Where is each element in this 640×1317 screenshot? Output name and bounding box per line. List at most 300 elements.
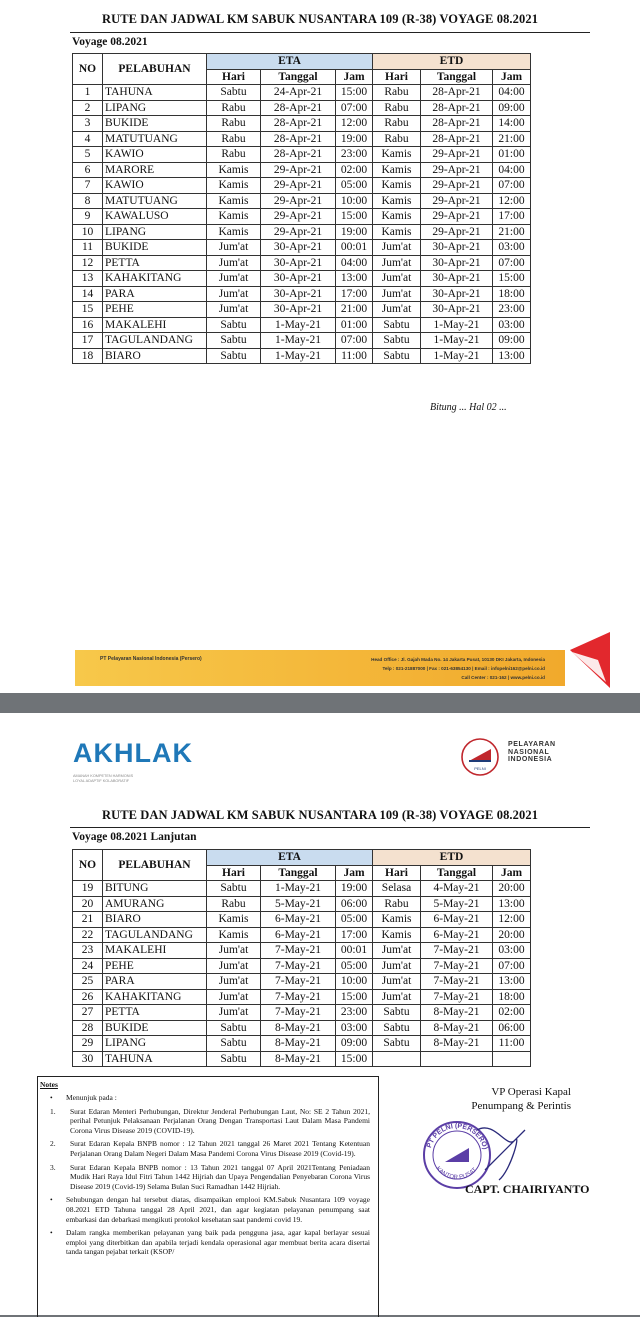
table-row bbox=[73, 317, 531, 333]
cell-eta-jam: 00:01 bbox=[336, 240, 373, 256]
cell-etd-jam: 23:00 bbox=[493, 302, 531, 318]
cell-etd-tanggal: 1-May-21 bbox=[421, 333, 493, 349]
cell-eta-hari: Sabtu bbox=[207, 881, 261, 897]
cell-eta-jam: 10:00 bbox=[336, 193, 373, 209]
cell-eta-hari: Sabtu bbox=[207, 348, 261, 364]
cell-etd-jam: 21:00 bbox=[493, 224, 531, 240]
cell-eta-hari: Rabu bbox=[207, 131, 261, 147]
cell-no: 13 bbox=[73, 271, 103, 287]
cell-no: 19 bbox=[73, 881, 103, 897]
cell-pelabuhan: KAWIO bbox=[103, 147, 207, 163]
cell-pelabuhan: BIARO bbox=[103, 348, 207, 364]
cell-etd-tanggal: 29-Apr-21 bbox=[421, 147, 493, 163]
cell-no: 3 bbox=[73, 116, 103, 132]
cell-eta-hari: Jum'at bbox=[207, 302, 261, 318]
cell-etd-hari: Jum'at bbox=[373, 989, 421, 1005]
table-row bbox=[73, 209, 531, 225]
cell-eta-hari: Kamis bbox=[207, 162, 261, 178]
cell-no: 8 bbox=[73, 193, 103, 209]
cell-etd-tanggal bbox=[421, 1051, 493, 1067]
cell-etd-hari: Jum'at bbox=[373, 286, 421, 302]
cell-pelabuhan: MAKALEHI bbox=[103, 943, 207, 959]
pelni-line-3: INDONESIA bbox=[508, 756, 553, 763]
cell-etd-jam: 07:00 bbox=[493, 958, 531, 974]
akhlak-tagline-1: AMANAH KOMPETEN HARMONIS bbox=[73, 774, 134, 778]
cell-etd-jam: 13:00 bbox=[493, 974, 531, 990]
title-divider bbox=[70, 32, 590, 33]
cell-eta-hari: Kamis bbox=[207, 927, 261, 943]
cell-etd-jam: 09:00 bbox=[493, 100, 531, 116]
cell-no: 4 bbox=[73, 131, 103, 147]
pelni-wordmark bbox=[508, 741, 556, 764]
cell-etd-tanggal: 6-May-21 bbox=[421, 912, 493, 928]
cell-etd-jam: 06:00 bbox=[493, 1020, 531, 1036]
cell-etd-hari: Sabtu bbox=[373, 317, 421, 333]
cell-eta-jam: 23:00 bbox=[336, 1005, 373, 1021]
cell-etd-tanggal: 28-Apr-21 bbox=[421, 131, 493, 147]
cell-no: 29 bbox=[73, 1036, 103, 1052]
notes-item-2: 2. Surat Edaran Kepala BNPB nomor : 12 Tahun 2021 tanggal 26 Maret 2021 Tentang Ketentuan Perjalanan Orang Dalam Negeri Dalam Masa Pandemi Corona Virus Disease 2019 (Covid-19). bbox=[50, 1139, 370, 1158]
header-no: NO bbox=[73, 54, 103, 85]
cell-etd-hari: Sabtu bbox=[373, 1005, 421, 1021]
notes-bullet-intro: • Menunjuk pada : bbox=[50, 1093, 117, 1102]
cell-no: 22 bbox=[73, 927, 103, 943]
cell-pelabuhan: BITUNG bbox=[103, 881, 207, 897]
notes-item-1: 1. Surat Edaran Menteri Perhubungan, Direktur Jenderal Perhubungan Laut, No: SE 2 Tahun 2021, perihal Petunjuk Pelaksanaan Perjalanan Orang Dengan Transportasi Laut Dalam Masa Pandemi Corona Virus Disease 2019 (COVID-19). bbox=[50, 1106, 370, 1135]
cell-etd-hari: Sabtu bbox=[373, 348, 421, 364]
table-row bbox=[73, 348, 531, 364]
table-row bbox=[73, 271, 531, 287]
cell-no: 5 bbox=[73, 147, 103, 163]
cell-eta-jam: 07:00 bbox=[336, 333, 373, 349]
cell-eta-jam: 19:00 bbox=[336, 881, 373, 897]
notes-bullet-2: • Sehubungan dengan hal tersebut diatas, disampaikan emplooi KM.Sabuk Nusantara 109 voyage 08.2021 ETD Tahuna tanggal 28 April 2021, dan agar kegiatan pelayanan penumpang saat embarkasi dan debarkasi mengikuti protokol kesehatan saat pandemi covid 19. bbox=[50, 1195, 370, 1224]
cell-etd-tanggal: 30-Apr-21 bbox=[421, 286, 493, 302]
cell-etd-hari: Kamis bbox=[373, 912, 421, 928]
cell-eta-tanggal: 6-May-21 bbox=[261, 912, 336, 928]
cell-eta-jam: 15:00 bbox=[336, 1051, 373, 1067]
cell-etd-tanggal: 7-May-21 bbox=[421, 974, 493, 990]
cell-pelabuhan: PEHE bbox=[103, 958, 207, 974]
cell-pelabuhan: TAHUNA bbox=[103, 85, 207, 101]
cell-no: 30 bbox=[73, 1051, 103, 1067]
table-row bbox=[73, 958, 531, 974]
cell-etd-jam: 14:00 bbox=[493, 116, 531, 132]
cell-etd-hari: Kamis bbox=[373, 193, 421, 209]
cell-eta-tanggal: 1-May-21 bbox=[261, 333, 336, 349]
cell-etd-jam: 20:00 bbox=[493, 927, 531, 943]
cell-eta-jam: 01:00 bbox=[336, 317, 373, 333]
cell-pelabuhan: LIPANG bbox=[103, 224, 207, 240]
cell-eta-jam: 09:00 bbox=[336, 1036, 373, 1052]
cell-eta-hari: Rabu bbox=[207, 147, 261, 163]
cell-eta-hari: Sabtu bbox=[207, 1051, 261, 1067]
table-row bbox=[73, 162, 531, 178]
cell-eta-hari: Kamis bbox=[207, 193, 261, 209]
cell-eta-tanggal: 7-May-21 bbox=[261, 943, 336, 959]
cell-etd-jam: 04:00 bbox=[493, 85, 531, 101]
cell-etd-hari: Kamis bbox=[373, 224, 421, 240]
cell-eta-jam: 21:00 bbox=[336, 302, 373, 318]
cell-no: 20 bbox=[73, 896, 103, 912]
cell-pelabuhan: LIPANG bbox=[103, 100, 207, 116]
cell-pelabuhan: PEHE bbox=[103, 302, 207, 318]
cell-etd-jam: 09:00 bbox=[493, 333, 531, 349]
cell-eta-tanggal: 1-May-21 bbox=[261, 881, 336, 897]
cell-pelabuhan: TAGULANDANG bbox=[103, 333, 207, 349]
table-row bbox=[73, 1020, 531, 1036]
header-eta-hari: Hari bbox=[207, 69, 261, 85]
cell-eta-tanggal: 29-Apr-21 bbox=[261, 193, 336, 209]
cell-etd-hari: Jum'at bbox=[373, 943, 421, 959]
table-row bbox=[73, 178, 531, 194]
cell-eta-tanggal: 7-May-21 bbox=[261, 989, 336, 1005]
cell-no: 1 bbox=[73, 85, 103, 101]
cell-etd-jam: 02:00 bbox=[493, 1005, 531, 1021]
page-title: RUTE DAN JADWAL KM SABUK NUSANTARA 109 (R-38) VOYAGE 08.2021 bbox=[101, 12, 539, 26]
cell-etd-tanggal: 28-Apr-21 bbox=[421, 116, 493, 132]
cell-pelabuhan: PARA bbox=[103, 286, 207, 302]
cell-etd-tanggal: 5-May-21 bbox=[421, 896, 493, 912]
cell-eta-tanggal: 28-Apr-21 bbox=[261, 131, 336, 147]
cell-pelabuhan: BUKIDE bbox=[103, 240, 207, 256]
cell-etd-tanggal: 30-Apr-21 bbox=[421, 255, 493, 271]
cell-etd-tanggal: 7-May-21 bbox=[421, 943, 493, 959]
cell-etd-tanggal: 1-May-21 bbox=[421, 348, 493, 364]
cell-eta-jam: 23:00 bbox=[336, 147, 373, 163]
header-etd-tanggal: Tanggal bbox=[421, 69, 493, 85]
cell-etd-hari: Sabtu bbox=[373, 333, 421, 349]
cell-etd-hari: Rabu bbox=[373, 85, 421, 101]
cell-eta-hari: Kamis bbox=[207, 178, 261, 194]
signer-name: CAPT. CHAIRIYANTO bbox=[465, 1182, 590, 1196]
cell-etd-tanggal: 29-Apr-21 bbox=[421, 224, 493, 240]
cell-eta-tanggal: 29-Apr-21 bbox=[261, 224, 336, 240]
footer-address bbox=[300, 655, 545, 682]
cell-no: 18 bbox=[73, 348, 103, 364]
cell-etd-jam: 17:00 bbox=[493, 209, 531, 225]
schedule-table-2 bbox=[72, 849, 531, 1067]
cell-etd-tanggal: 8-May-21 bbox=[421, 1036, 493, 1052]
title-divider-2 bbox=[70, 827, 590, 828]
cell-etd-jam bbox=[493, 1051, 531, 1067]
cell-etd-jam: 07:00 bbox=[493, 255, 531, 271]
pelni-line-2: NASIONAL bbox=[508, 748, 550, 756]
cell-no: 9 bbox=[73, 209, 103, 225]
table-row bbox=[73, 912, 531, 928]
cell-etd-tanggal: 29-Apr-21 bbox=[421, 193, 493, 209]
cell-etd-hari bbox=[373, 1051, 421, 1067]
cell-eta-tanggal: 8-May-21 bbox=[261, 1020, 336, 1036]
cell-etd-jam: 04:00 bbox=[493, 162, 531, 178]
cell-eta-tanggal: 8-May-21 bbox=[261, 1051, 336, 1067]
header-etd-tanggal: Tanggal bbox=[421, 865, 493, 881]
cell-etd-tanggal: 1-May-21 bbox=[421, 317, 493, 333]
cell-no: 11 bbox=[73, 240, 103, 256]
cell-eta-tanggal: 30-Apr-21 bbox=[261, 240, 336, 256]
cell-eta-jam: 05:00 bbox=[336, 958, 373, 974]
table-row bbox=[73, 131, 531, 147]
signatory-title bbox=[440, 1085, 571, 1113]
cell-eta-hari: Jum'at bbox=[207, 240, 261, 256]
cell-pelabuhan: MATUTUANG bbox=[103, 193, 207, 209]
cell-eta-tanggal: 29-Apr-21 bbox=[261, 209, 336, 225]
cell-eta-hari: Kamis bbox=[207, 224, 261, 240]
cell-etd-hari: Rabu bbox=[373, 131, 421, 147]
cell-eta-jam: 06:00 bbox=[336, 896, 373, 912]
cell-eta-jam: 19:00 bbox=[336, 131, 373, 147]
cell-eta-hari: Sabtu bbox=[207, 1036, 261, 1052]
cell-eta-tanggal: 6-May-21 bbox=[261, 927, 336, 943]
cell-etd-hari: Kamis bbox=[373, 927, 421, 943]
cell-no: 23 bbox=[73, 943, 103, 959]
cell-eta-jam: 15:00 bbox=[336, 85, 373, 101]
cell-eta-hari: Sabtu bbox=[207, 333, 261, 349]
cell-etd-hari: Sabtu bbox=[373, 1020, 421, 1036]
cell-eta-jam: 13:00 bbox=[336, 271, 373, 287]
cell-no: 16 bbox=[73, 317, 103, 333]
cell-eta-tanggal: 7-May-21 bbox=[261, 1005, 336, 1021]
cell-eta-tanggal: 28-Apr-21 bbox=[261, 100, 336, 116]
cell-eta-tanggal: 30-Apr-21 bbox=[261, 271, 336, 287]
cell-eta-hari: Kamis bbox=[207, 209, 261, 225]
cell-eta-tanggal: 5-May-21 bbox=[261, 896, 336, 912]
continued-note: Bitung ... Hal 02 ... bbox=[430, 402, 507, 413]
pelni-badge-text: PELNI bbox=[474, 766, 486, 771]
cell-eta-tanggal: 30-Apr-21 bbox=[261, 255, 336, 271]
header-etd-hari: Hari bbox=[373, 865, 421, 881]
header-eta-jam: Jam bbox=[336, 69, 373, 85]
cell-eta-hari: Jum'at bbox=[207, 989, 261, 1005]
cell-etd-hari: Sabtu bbox=[373, 1036, 421, 1052]
cell-pelabuhan: BUKIDE bbox=[103, 1020, 207, 1036]
cell-no: 15 bbox=[73, 302, 103, 318]
cell-eta-hari: Jum'at bbox=[207, 943, 261, 959]
cell-eta-hari: Jum'at bbox=[207, 286, 261, 302]
cell-etd-tanggal: 29-Apr-21 bbox=[421, 178, 493, 194]
header-pelabuhan: PELABUHAN bbox=[103, 54, 207, 85]
cell-etd-hari: Jum'at bbox=[373, 302, 421, 318]
cell-eta-jam: 10:00 bbox=[336, 974, 373, 990]
cell-etd-tanggal: 7-May-21 bbox=[421, 958, 493, 974]
cell-eta-tanggal: 30-Apr-21 bbox=[261, 302, 336, 318]
notes-item-3: 3. Surat Edaran Kepala BNPB nomor : 13 Tahun 2021 tanggal 07 April 2021Tentang Peniadaan Mudik Hari Raya Idul Fitri Tahun 1442 Hijriah dan Upaya Pengendalian Penyebaran Corona Virus Disease 2019 (Covid-19) Selama Bulan Suci Ramadhan 1442 Hijriah. bbox=[50, 1162, 370, 1191]
cell-etd-hari: Selasa bbox=[373, 881, 421, 897]
cell-eta-tanggal: 8-May-21 bbox=[261, 1036, 336, 1052]
cell-etd-hari: Rabu bbox=[373, 896, 421, 912]
cell-eta-tanggal: 29-Apr-21 bbox=[261, 178, 336, 194]
cell-eta-jam: 15:00 bbox=[336, 209, 373, 225]
cell-etd-tanggal: 30-Apr-21 bbox=[421, 271, 493, 287]
cell-pelabuhan: KAHAKITANG bbox=[103, 271, 207, 287]
cell-pelabuhan: BIARO bbox=[103, 912, 207, 928]
table-row bbox=[73, 1051, 531, 1067]
cell-pelabuhan: PARA bbox=[103, 974, 207, 990]
cell-pelabuhan: TAHUNA bbox=[103, 1051, 207, 1067]
notes-label: Notes bbox=[40, 1080, 58, 1089]
table-row bbox=[73, 240, 531, 256]
table-row bbox=[73, 255, 531, 271]
cell-etd-hari: Jum'at bbox=[373, 974, 421, 990]
table-row bbox=[73, 286, 531, 302]
footer-red-swoosh-icon bbox=[570, 632, 610, 688]
cell-etd-hari: Jum'at bbox=[373, 958, 421, 974]
cell-etd-tanggal: 7-May-21 bbox=[421, 989, 493, 1005]
cell-eta-jam: 17:00 bbox=[336, 927, 373, 943]
cell-pelabuhan: KAWIO bbox=[103, 178, 207, 194]
cell-pelabuhan: MATUTUANG bbox=[103, 131, 207, 147]
cell-etd-hari: Kamis bbox=[373, 147, 421, 163]
header-etd-hari: Hari bbox=[373, 69, 421, 85]
header-eta-jam: Jam bbox=[336, 865, 373, 881]
pelni-logo-icon bbox=[460, 737, 504, 777]
cell-etd-hari: Jum'at bbox=[373, 255, 421, 271]
cell-eta-tanggal: 7-May-21 bbox=[261, 974, 336, 990]
cell-no: 7 bbox=[73, 178, 103, 194]
table-row bbox=[73, 943, 531, 959]
table-row bbox=[73, 147, 531, 163]
cell-eta-jam: 17:00 bbox=[336, 286, 373, 302]
cell-etd-jam: 12:00 bbox=[493, 912, 531, 928]
table-row bbox=[73, 1036, 531, 1052]
header-eta: ETA bbox=[207, 54, 373, 70]
voyage-label-2: Voyage 08.2021 Lanjutan bbox=[72, 831, 197, 843]
schedule-table bbox=[72, 53, 531, 364]
cell-eta-hari: Rabu bbox=[207, 116, 261, 132]
stamp-bottom-text: KANTOR PUSAT bbox=[434, 1165, 479, 1181]
cell-eta-hari: Jum'at bbox=[207, 958, 261, 974]
table-row bbox=[73, 881, 531, 897]
cell-eta-jam: 15:00 bbox=[336, 989, 373, 1005]
header-eta-tanggal: Tanggal bbox=[261, 865, 336, 881]
footer-contact: Telp : 021-21887000 | Fax : 021-63854130 | Email : infopelni162@pelni.co.id bbox=[382, 666, 545, 671]
cell-etd-tanggal: 29-Apr-21 bbox=[421, 162, 493, 178]
cell-eta-jam: 00:01 bbox=[336, 943, 373, 959]
cell-pelabuhan: AMURANG bbox=[103, 896, 207, 912]
notes-content bbox=[48, 1093, 370, 1261]
voyage-label: Voyage 08.2021 bbox=[72, 36, 148, 48]
table-row bbox=[73, 100, 531, 116]
table-row bbox=[73, 85, 531, 101]
cell-eta-jam: 05:00 bbox=[336, 912, 373, 928]
cell-pelabuhan: KAWALUSO bbox=[103, 209, 207, 225]
cell-eta-jam: 03:00 bbox=[336, 1020, 373, 1036]
cell-etd-tanggal: 8-May-21 bbox=[421, 1020, 493, 1036]
cell-eta-hari: Rabu bbox=[207, 100, 261, 116]
cell-etd-jam: 18:00 bbox=[493, 286, 531, 302]
cell-etd-jam: 13:00 bbox=[493, 896, 531, 912]
header-eta-tanggal: Tanggal bbox=[261, 69, 336, 85]
table-row bbox=[73, 974, 531, 990]
signatory-title-line-2: Penumpang & Perintis bbox=[471, 1100, 571, 1112]
footer-head-office: Head Office : Jl. Gajah Mada No. 14 Jakarta Pusat, 10130 DKI Jakarta, Indonesia bbox=[371, 657, 545, 662]
cell-eta-jam: 12:00 bbox=[336, 116, 373, 132]
stamp-top-text: PT PELNI (PERSERO) bbox=[426, 1122, 489, 1151]
akhlak-tagline bbox=[73, 774, 133, 784]
cell-pelabuhan: PETTA bbox=[103, 255, 207, 271]
cell-pelabuhan: TAGULANDANG bbox=[103, 927, 207, 943]
cell-etd-jam: 01:00 bbox=[493, 147, 531, 163]
cell-eta-hari: Sabtu bbox=[207, 1020, 261, 1036]
cell-pelabuhan: BUKIDE bbox=[103, 116, 207, 132]
header-etd-jam: Jam bbox=[493, 69, 531, 85]
cell-eta-tanggal: 28-Apr-21 bbox=[261, 147, 336, 163]
cell-no: 28 bbox=[73, 1020, 103, 1036]
table-row bbox=[73, 193, 531, 209]
akhlak-logo: AKHLAK bbox=[73, 738, 193, 768]
cell-eta-hari: Jum'at bbox=[207, 1005, 261, 1021]
cell-etd-jam: 11:00 bbox=[493, 1036, 531, 1052]
table-row bbox=[73, 333, 531, 349]
cell-etd-tanggal: 8-May-21 bbox=[421, 1005, 493, 1021]
cell-no: 17 bbox=[73, 333, 103, 349]
cell-eta-tanggal: 7-May-21 bbox=[261, 958, 336, 974]
cell-no: 10 bbox=[73, 224, 103, 240]
cell-etd-tanggal: 28-Apr-21 bbox=[421, 85, 493, 101]
cell-eta-hari: Rabu bbox=[207, 896, 261, 912]
cell-etd-jam: 21:00 bbox=[493, 131, 531, 147]
notes-bullet-3: • Dalam rangka memberikan pelayanan yang baik pada pengguna jasa, agar kapal berlayar sesuai emploi yang diterbitkan dan apabila terjadi kendala operasional agar membuat berita acara disertai tanda tangan pejabat terkait (KSOP/ bbox=[50, 1228, 370, 1257]
cell-etd-hari: Rabu bbox=[373, 100, 421, 116]
cell-eta-hari: Jum'at bbox=[207, 974, 261, 990]
cell-etd-jam: 13:00 bbox=[493, 348, 531, 364]
cell-pelabuhan: KAHAKITANG bbox=[103, 989, 207, 1005]
cell-etd-jam: 03:00 bbox=[493, 240, 531, 256]
table-row bbox=[73, 896, 531, 912]
header-etd: ETD bbox=[373, 54, 531, 70]
cell-eta-tanggal: 30-Apr-21 bbox=[261, 286, 336, 302]
cell-etd-jam: 03:00 bbox=[493, 943, 531, 959]
table-row bbox=[73, 302, 531, 318]
header-etd-jam: Jam bbox=[493, 865, 531, 881]
cell-eta-tanggal: 1-May-21 bbox=[261, 317, 336, 333]
cell-no: 14 bbox=[73, 286, 103, 302]
cell-eta-tanggal: 1-May-21 bbox=[261, 348, 336, 364]
akhlak-tagline-2: LOYAL ADAPTIF KOLABORATIF bbox=[73, 779, 130, 783]
cell-eta-jam: 05:00 bbox=[336, 178, 373, 194]
pelni-line-1: PELAYARAN bbox=[508, 741, 556, 748]
cell-etd-tanggal: 28-Apr-21 bbox=[421, 100, 493, 116]
table-row bbox=[73, 116, 531, 132]
cell-eta-hari: Sabtu bbox=[207, 317, 261, 333]
cell-no: 27 bbox=[73, 1005, 103, 1021]
cell-pelabuhan: MARORE bbox=[103, 162, 207, 178]
cell-etd-hari: Kamis bbox=[373, 178, 421, 194]
svg-text:KANTOR PUSAT bbox=[435, 1166, 479, 1181]
table-row bbox=[73, 989, 531, 1005]
table-row bbox=[73, 927, 531, 943]
cell-etd-jam: 12:00 bbox=[493, 193, 531, 209]
cell-pelabuhan: MAKALEHI bbox=[103, 317, 207, 333]
cell-eta-jam: 11:00 bbox=[336, 348, 373, 364]
cell-eta-hari: Jum'at bbox=[207, 255, 261, 271]
header-eta-hari: Hari bbox=[207, 865, 261, 881]
cell-eta-tanggal: 29-Apr-21 bbox=[261, 162, 336, 178]
cell-no: 21 bbox=[73, 912, 103, 928]
cell-pelabuhan: PETTA bbox=[103, 1005, 207, 1021]
table-row bbox=[73, 224, 531, 240]
cell-etd-hari: Jum'at bbox=[373, 271, 421, 287]
footer-company: PT Pelayaran Nasional Indonesia (Persero) bbox=[100, 656, 202, 662]
cell-eta-hari: Sabtu bbox=[207, 85, 261, 101]
cell-no: 26 bbox=[73, 989, 103, 1005]
header-pelabuhan: PELABUHAN bbox=[103, 850, 207, 881]
cell-no: 12 bbox=[73, 255, 103, 271]
header-eta: ETA bbox=[207, 850, 373, 866]
page-title-2: RUTE DAN JADWAL KM SABUK NUSANTARA 109 (R-38) VOYAGE 08.2021 bbox=[101, 808, 539, 822]
cell-etd-hari: Kamis bbox=[373, 162, 421, 178]
cell-eta-jam: 04:00 bbox=[336, 255, 373, 271]
